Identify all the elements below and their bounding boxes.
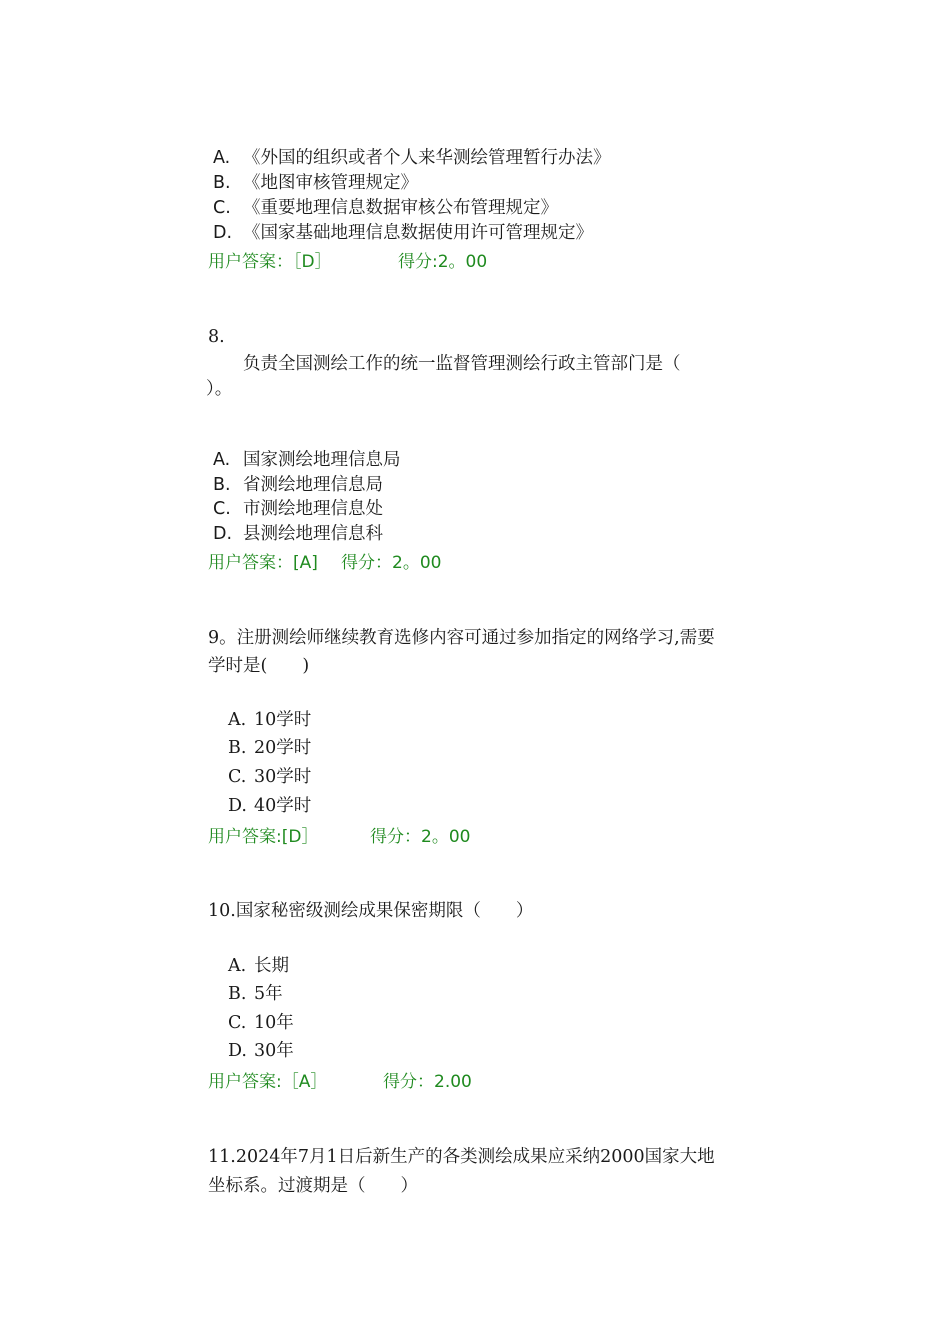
option-key: D.: [228, 796, 247, 816]
option-text: 5年: [254, 984, 283, 1004]
option-text: 10年: [254, 1013, 294, 1033]
option-text: 省测绘地理信息局: [243, 475, 383, 495]
option-text: 长期: [254, 956, 289, 976]
q10-option-a: [228, 954, 289, 978]
option-text: 国家测绘地理信息局: [243, 450, 401, 470]
q7-option-a: [213, 146, 611, 170]
option-key: A.: [228, 710, 247, 730]
option-key: B.: [213, 173, 231, 193]
option-key: D.: [228, 1041, 247, 1061]
q9-option-c: [228, 765, 311, 789]
option-text: 10学时: [254, 710, 312, 730]
option-text: 40学时: [254, 796, 312, 816]
score-text: 得分：2。00: [341, 553, 442, 573]
q8-number: 8.: [208, 327, 225, 347]
q9-stem-line1: 9。注册测绘师继续教育选修内容可通过参加指定的网络学习,需要: [208, 628, 715, 648]
option-key: D.: [213, 223, 233, 243]
q8-option-d: [213, 522, 383, 546]
q11-stem-line1: 11.2024年7月1日后新生产的各类测绘成果应采纳2000国家大地: [208, 1147, 715, 1167]
option-text: 《地图审核管理规定》: [243, 173, 418, 193]
user-answer-text: 用户答案：［D］: [208, 252, 332, 272]
q8-option-a: [213, 448, 401, 472]
q8-option-b: [213, 473, 383, 497]
q7-option-c: [213, 196, 558, 220]
score-text: 得分:2。00: [398, 252, 488, 272]
q9-option-a: [228, 708, 311, 732]
option-key: C.: [213, 198, 231, 218]
q9-user-answer: [208, 825, 471, 849]
user-answer-text: 用户答案：[A]: [208, 553, 318, 573]
option-text: 20学时: [254, 738, 312, 758]
q9-option-b: [228, 736, 311, 760]
option-text: 30学时: [254, 767, 312, 787]
q10-option-c: [228, 1011, 294, 1035]
q11-stem-line2: 坐标系。过渡期是（ ）: [208, 1176, 418, 1196]
q10-option-b: [228, 982, 283, 1006]
option-text: 《国家基础地理信息数据使用许可管理规定》: [243, 223, 593, 243]
option-text: 《外国的组织或者个人来华测绘管理暂行办法》: [243, 148, 611, 168]
option-key: D.: [213, 524, 233, 544]
option-text: 县测绘地理信息科: [243, 524, 383, 544]
q9-option-d: [228, 794, 311, 818]
option-key: A.: [213, 148, 231, 168]
option-key: B.: [213, 475, 231, 495]
option-key: C.: [228, 767, 247, 787]
user-answer-text: 用户答案:［A］: [208, 1072, 328, 1092]
option-text: 《重要地理信息数据审核公布管理规定》: [243, 198, 558, 218]
q8-stem-line2: ）。: [206, 379, 233, 399]
option-text: 市测绘地理信息处: [243, 499, 383, 519]
option-text: 30年: [254, 1041, 294, 1061]
q10-option-d: [228, 1039, 294, 1063]
q8-user-answer: [208, 551, 442, 575]
option-key: A.: [213, 450, 231, 470]
q10-stem-line1: 10.国家秘密级测绘成果保密期限（ ）: [208, 901, 534, 921]
q10-user-answer: [208, 1070, 472, 1094]
option-key: C.: [213, 499, 231, 519]
q7-option-b: [213, 171, 418, 195]
q7-option-d: [213, 221, 593, 245]
option-key: B.: [228, 738, 247, 758]
q8-option-c: [213, 497, 383, 521]
score-text: 得分：2。00: [370, 827, 471, 847]
option-key: B.: [228, 984, 247, 1004]
score-text: 得分：2.00: [383, 1072, 472, 1092]
option-key: C.: [228, 1013, 247, 1033]
q9-stem-line2: 学时是( ): [208, 656, 310, 676]
user-answer-text: 用户答案:[D］: [208, 827, 319, 847]
q8-stem-line1: 负责全国测绘工作的统一监督管理测绘行政主管部门是（: [243, 354, 681, 374]
option-key: A.: [228, 956, 247, 976]
q7-user-answer: [208, 250, 488, 274]
